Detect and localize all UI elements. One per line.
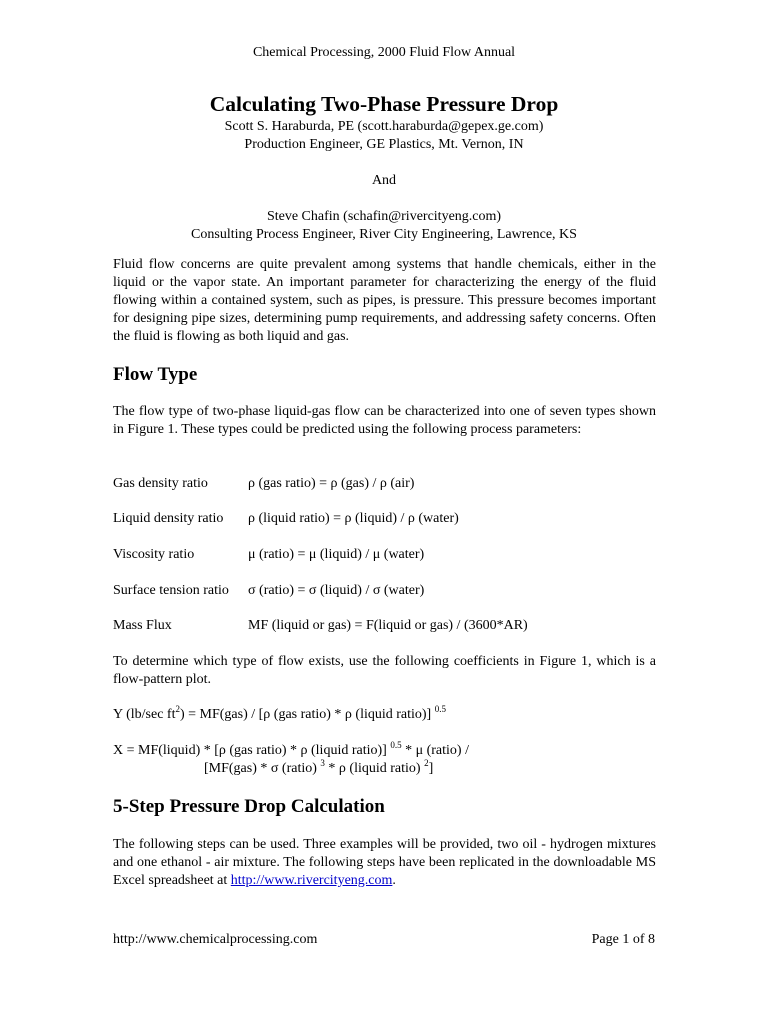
param-label: Surface tension ratio (113, 583, 229, 598)
param-label: Liquid density ratio (113, 511, 224, 526)
intro-paragraph: Fluid flow concerns are quite prevalent among systems that handle chemicals, either in the liquid or the vapor state. An important parameter for characterizing the energy of the fluid flowing within a contained system, such as pipes, is pressure. This pressure becomes important for designing pipe sizes, determining pump requirements, and addressing safety concerns. Often the fluid is flowing as both liquid and gas. (113, 257, 656, 344)
author-1-name: Scott S. Haraburda, PE (scott.haraburda@gepex.ge.com) (224, 119, 544, 134)
page-title: Calculating Two-Phase Pressure Drop (209, 92, 559, 116)
rivercityeng-link[interactable]: http://www.rivercityeng.com (230, 873, 393, 888)
param-label: Mass Flux (113, 618, 172, 633)
eq-superscript: 3 (320, 758, 325, 768)
eq-text: Y (lb/sec ft (113, 707, 176, 722)
steps-text-end: . (392, 873, 396, 888)
param-label: Gas density ratio (113, 476, 208, 491)
flow-type-paragraph: The flow type of two-phase liquid-gas flow can be characterized into one of seven types shown in Figure 1. These types could be predicted using the following process parameters: (113, 404, 656, 437)
author-1-role: Production Engineer, GE Plastics, Mt. Vernon, IN (244, 137, 524, 152)
param-label: Viscosity ratio (113, 547, 195, 562)
param-equation: ρ (gas ratio) = ρ (gas) / ρ (air) (248, 476, 415, 491)
author-2-role: Consulting Process Engineer, River City Engineering, Lawrence, KS (191, 227, 577, 242)
eq-superscript: 0.5 (434, 704, 446, 714)
steps-paragraph (113, 836, 656, 890)
footer-page-number: Page 1 of 8 (591, 932, 655, 947)
authors-and: And (371, 173, 397, 188)
authors-block (0, 118, 768, 244)
eq-text: ] (428, 761, 434, 776)
eq-superscript: 2 (424, 758, 429, 768)
param-equation: σ (ratio) = σ (liquid) / σ (water) (248, 583, 425, 598)
eq-superscript: 0.5 (390, 740, 402, 750)
eq-text: ) = MF(gas) / [ρ (gas ratio) * ρ (liquid ratio)] (179, 707, 432, 722)
running-header: Chemical Processing, 2000 Fluid Flow Annual (252, 45, 516, 60)
section-heading-flow-type: Flow Type (113, 364, 198, 385)
eq-text: * μ (ratio) / (401, 743, 469, 758)
eq-text: * ρ (liquid ratio) (324, 761, 421, 776)
param-equation: MF (liquid or gas) = F(liquid or gas) / (3600*AR) (248, 618, 528, 633)
y-coefficient-equation (113, 706, 446, 724)
eq-text: [MF(gas) * σ (ratio) (204, 761, 317, 776)
x-coefficient-equation-line-1 (113, 742, 469, 760)
eq-text: X = MF(liquid) * [ρ (gas ratio) * ρ (liquid ratio)] (113, 743, 387, 758)
steps-text: The following steps can be used. Three examples will be provided, two oil - hydrogen mixtures and one ethanol - air mixture. The following steps have been replicated in the downloadable MS Excel spreadsheet at (113, 837, 656, 888)
x-coefficient-equation-line-2 (204, 760, 433, 778)
param-equation: μ (ratio) = μ (liquid) / μ (water) (248, 547, 425, 562)
eq-superscript: 2 (175, 704, 180, 714)
section-heading-pressure-drop: 5-Step Pressure Drop Calculation (113, 796, 385, 817)
author-2-name: Steve Chafin (schafin@rivercityeng.com) (266, 209, 502, 224)
param-equation: ρ (liquid ratio) = ρ (liquid) / ρ (water) (248, 511, 459, 526)
footer-url: http://www.chemicalprocessing.com (113, 932, 318, 947)
coefficients-paragraph: To determine which type of flow exists, use the following coefficients in Figure 1, which is a flow-pattern plot. (113, 654, 656, 687)
